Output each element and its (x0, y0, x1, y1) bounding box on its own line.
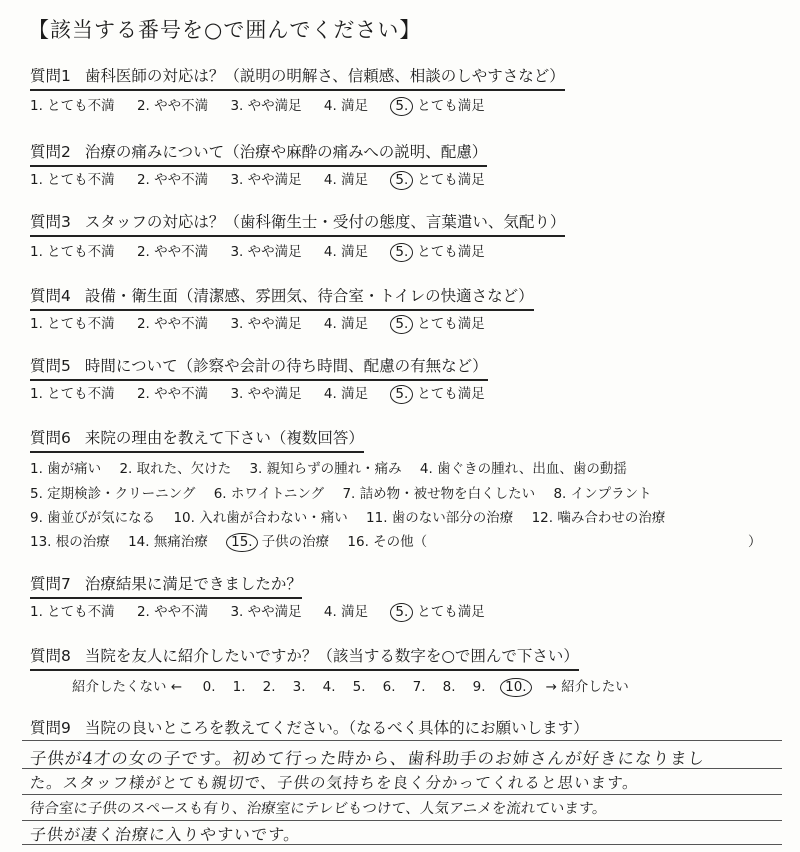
reason-15-label: 子供の治療 (261, 534, 330, 550)
option-4[interactable]: 4. 満足 (323, 98, 369, 114)
reason-7[interactable]: 7. 詰め物・被せ物を白くしたい (342, 486, 536, 502)
scale-9[interactable]: 9. (472, 679, 486, 695)
answer-rule (22, 740, 782, 741)
reasons-row-4 (30, 530, 427, 552)
option-5-circled[interactable]: 5. (390, 171, 413, 190)
reasons-row-1 (30, 457, 641, 477)
question-number: 質問7 (30, 575, 71, 593)
option-1[interactable]: 1. とても不満 (30, 386, 115, 402)
scale-2[interactable]: 2. (262, 679, 276, 695)
reason-1[interactable]: 1. 歯が痛い (30, 461, 102, 477)
option-2[interactable]: 2. やや不満 (136, 604, 209, 620)
question-text: 時間について（診察や会計の待ち時間、配慮の有無など） (84, 357, 488, 375)
option-2[interactable]: 2. やや不満 (136, 98, 209, 114)
scale-5[interactable]: 5. (352, 679, 366, 695)
answer-rule (22, 794, 782, 795)
option-5-label: とても満足 (417, 172, 485, 188)
option-3[interactable]: 3. やや満足 (230, 98, 302, 114)
question-text: 来院の理由を教えて下さい（複数回答） (84, 429, 364, 447)
option-3[interactable]: 3. やや満足 (230, 172, 302, 188)
option-5-label: とても満足 (417, 316, 485, 332)
option-5-circled[interactable]: 5. (390, 315, 413, 334)
question-text: 治療結果に満足できましたか？ (84, 575, 302, 593)
scale-6[interactable]: 6. (382, 679, 396, 695)
question-number: 質問4 (30, 287, 71, 305)
handwritten-line-3: 待合室に子供のスペースも有り、治療室にテレビもつけて、人気アニメを流れています。 (29, 801, 608, 817)
option-1[interactable]: 1. とても不満 (30, 172, 115, 188)
scale-0[interactable]: 0. (202, 679, 216, 695)
reason-12[interactable]: 12. 噛み合わせの治療 (531, 510, 666, 526)
scale-right-label: → 紹介したい (545, 679, 629, 695)
q7-options (30, 600, 485, 622)
question-text: 治療の痛みについて（治療や麻酔の痛みへの説明、配慮） (84, 143, 488, 161)
option-4[interactable]: 4. 満足 (323, 386, 369, 402)
question-1 (30, 64, 565, 91)
scale-10-circled[interactable]: 10. (500, 678, 531, 697)
option-1[interactable]: 1. とても不満 (30, 244, 115, 260)
option-5-label: とても満足 (417, 244, 485, 260)
scale-3[interactable]: 3. (292, 679, 306, 695)
reason-11[interactable]: 11. 歯のない部分の治療 (366, 510, 514, 526)
option-2[interactable]: 2. やや不満 (136, 244, 209, 260)
question-text: 当院の良いところを教えてください。（なるべく具体的にお願いします） (84, 719, 589, 737)
question-number: 質問1 (30, 67, 71, 85)
scale-left-label: 紹介したくない ← (72, 679, 183, 695)
option-5-circled[interactable]: 5. (390, 385, 413, 404)
question-9 (30, 716, 589, 741)
question-8 (30, 644, 579, 671)
option-1[interactable]: 1. とても不満 (30, 604, 115, 620)
question-6 (30, 426, 364, 453)
reason-16[interactable]: 16. その他（ (347, 534, 428, 550)
free-answer-area[interactable] (22, 740, 782, 844)
option-4[interactable]: 4. 満足 (323, 244, 369, 260)
question-5 (30, 354, 488, 381)
scale-1[interactable]: 1. (232, 679, 246, 695)
answer-rule (22, 820, 782, 821)
option-3[interactable]: 3. やや満足 (230, 244, 302, 260)
form-header: 【該当する番号を○で囲んでください】 (28, 18, 422, 42)
option-4[interactable]: 4. 満足 (323, 316, 369, 332)
reason-2[interactable]: 2. 取れた、欠けた (119, 461, 232, 477)
scale-7[interactable]: 7. (412, 679, 426, 695)
reason-9[interactable]: 9. 歯並びが気になる (30, 510, 156, 526)
reason-16-close: ） (748, 534, 762, 550)
option-3[interactable]: 3. やや満足 (230, 604, 302, 620)
option-1[interactable]: 1. とても不満 (30, 98, 115, 114)
question-number: 質問3 (30, 213, 71, 231)
option-3[interactable]: 3. やや満足 (230, 386, 302, 402)
option-2[interactable]: 2. やや不満 (136, 386, 209, 402)
scale-8[interactable]: 8. (442, 679, 456, 695)
option-5-circled[interactable]: 5. (390, 243, 413, 262)
recommend-scale (72, 675, 639, 697)
option-3[interactable]: 3. やや満足 (230, 316, 302, 332)
question-number: 質問9 (30, 719, 71, 737)
question-text: 設備・衛生面（清潔感、雰囲気、待合室・トイレの快適さなど） (84, 287, 534, 305)
question-7 (30, 572, 302, 599)
reason-10[interactable]: 10. 入れ歯が合わない・痛い (173, 510, 348, 526)
question-text: 当院を友人に紹介したいですか？（該当する数字を○で囲んで下さい） (84, 647, 579, 665)
reason-3[interactable]: 3. 親知らずの腫れ・痛み (249, 461, 402, 477)
reason-5[interactable]: 5. 定期検診・クリーニング (30, 486, 196, 502)
question-2 (30, 140, 487, 167)
option-2[interactable]: 2. やや不満 (136, 172, 209, 188)
q1-options (30, 94, 485, 116)
option-5-label: とても満足 (417, 386, 485, 402)
scale-4[interactable]: 4. (322, 679, 336, 695)
option-1[interactable]: 1. とても不満 (30, 316, 115, 332)
handwritten-line-2: た。スタッフ様がとても親切で、子供の気持ちを良く分かってくれると思います。 (28, 774, 640, 792)
q4-options (30, 312, 485, 334)
question-number: 質問2 (30, 143, 71, 161)
q2-options (30, 168, 485, 190)
reason-13[interactable]: 13. 根の治療 (30, 534, 110, 550)
question-number: 質問5 (30, 357, 71, 375)
option-5-circled[interactable]: 5. (390, 603, 413, 622)
option-5-label: とても満足 (417, 98, 485, 114)
question-3 (30, 210, 565, 237)
reason-8[interactable]: 8. インプラント (553, 486, 652, 502)
option-5-circled[interactable]: 5. (390, 97, 413, 116)
handwritten-line-1: 子供が4才の女の子です。初めて行った時から、歯科助手のお姉さんが好きになりまし (28, 749, 707, 768)
question-4 (30, 284, 534, 311)
reasons-row-2 (30, 482, 666, 502)
reasons-row-3 (30, 506, 679, 526)
reason-15-circled[interactable]: 15. (226, 533, 257, 552)
handwritten-line-4: 子供が凄く治療に入りやすいです。 (28, 825, 302, 844)
question-text: スタッフの対応は？（歯科衛生士・受付の態度、言葉遣い、気配り） (84, 213, 566, 231)
q3-options (30, 240, 485, 262)
option-2[interactable]: 2. やや不満 (136, 316, 209, 332)
question-number: 質問6 (30, 429, 71, 447)
question-text: 歯科医師の対応は？（説明の明解さ、信頼感、相談のしやすさなど） (84, 67, 565, 85)
option-5-label: とても満足 (417, 604, 485, 620)
reason-4[interactable]: 4. 歯ぐきの腫れ、出血、歯の動揺 (419, 461, 627, 477)
reason-14[interactable]: 14. 無痛治療 (128, 534, 208, 550)
q5-options (30, 382, 485, 404)
option-4[interactable]: 4. 満足 (323, 172, 369, 188)
question-number: 質問8 (30, 647, 71, 665)
option-4[interactable]: 4. 満足 (323, 604, 369, 620)
reason-6[interactable]: 6. ホワイトニング (213, 486, 325, 502)
